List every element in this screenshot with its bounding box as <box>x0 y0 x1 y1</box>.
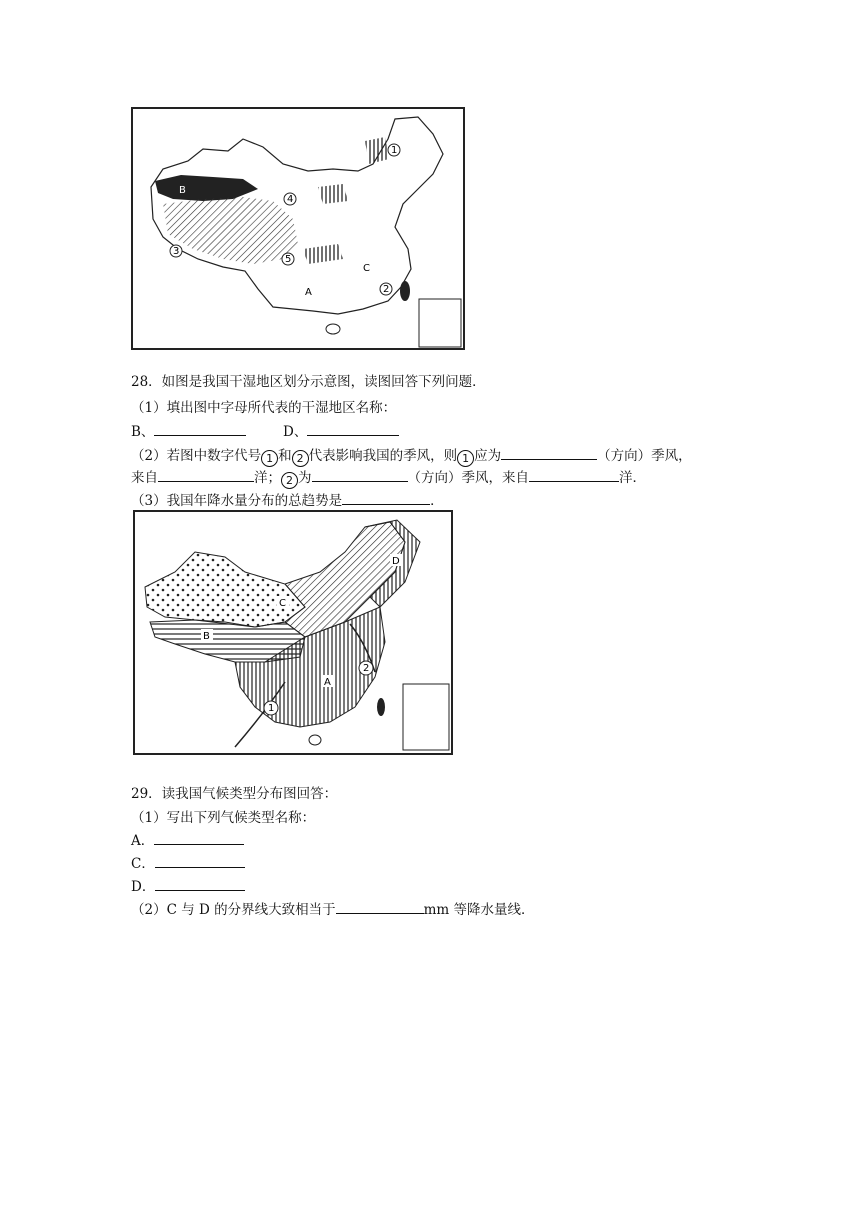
q28-dir1-blank[interactable] <box>501 447 597 460</box>
map2-label-c: C <box>279 598 286 609</box>
q29-a <box>131 832 244 850</box>
q28-d-label: D、 <box>283 424 308 440</box>
q28-part2-line2 <box>131 469 646 489</box>
circled-two: 2 <box>292 450 309 467</box>
q28-part2-line1 <box>131 447 692 467</box>
q29-d <box>131 878 245 896</box>
band-northeast <box>365 137 389 164</box>
q28-p3-end: ． <box>430 493 444 509</box>
plateau-hatch <box>163 197 298 264</box>
climate-map-svg <box>135 512 451 753</box>
q29-p2-a: （2）C 与 D 的分界线大致相当于 <box>131 902 336 918</box>
q28-p3-text: （3）我国年降水量分布的总趋势是 <box>131 493 343 509</box>
q28-part3 <box>131 492 444 510</box>
map1-label-2: 2 <box>383 284 390 295</box>
q28-b-blank[interactable] <box>154 423 246 436</box>
q29-part1: （1）写出下列气候类型名称： <box>131 810 316 826</box>
dry-wet-map-svg <box>133 109 463 348</box>
taiwan <box>400 281 410 301</box>
q28-p2-a: （2）若图中数字代号 <box>131 448 262 464</box>
circled-two-b: 2 <box>281 472 298 489</box>
q29-p2-b: mm 等降水量线． <box>423 902 535 918</box>
q28-d-blank[interactable] <box>307 423 399 436</box>
q29-a-label: A． <box>131 833 155 849</box>
q28-trend-blank[interactable] <box>342 492 430 505</box>
map2-label-a: A <box>324 677 331 688</box>
map1-label-5: 5 <box>285 254 292 265</box>
q29-c-blank[interactable] <box>155 855 245 868</box>
hainan-2 <box>309 735 321 745</box>
q29-stem: 29．读我国气候类型分布图回答： <box>131 786 338 802</box>
map1-label-c: C <box>363 263 370 274</box>
q29-a-blank[interactable] <box>154 832 244 845</box>
q28-p2-d: 应为 <box>474 448 502 464</box>
map1-label-4: 4 <box>287 194 294 205</box>
south-sea-inset-2 <box>403 684 449 750</box>
map1-label-a: A <box>305 287 312 298</box>
q28-p2-j: 洋． <box>619 470 646 486</box>
map2-label-b: B <box>203 631 210 642</box>
zone-c-dots <box>145 552 305 627</box>
q29-d-blank[interactable] <box>155 878 245 891</box>
map1-label-1: 1 <box>391 145 398 156</box>
map2-label-2: 2 <box>363 663 370 674</box>
map1-label-b: B <box>179 185 186 196</box>
hainan <box>326 324 340 334</box>
q29-c <box>131 855 245 873</box>
map2-label-1: 1 <box>268 703 275 714</box>
q28-p2-c: 代表影响我国的季风，则 <box>308 448 458 464</box>
q28-p2-b: 和 <box>278 448 292 464</box>
q29-c-label: C． <box>131 856 155 872</box>
map1-label-3: 3 <box>173 246 180 257</box>
dry-wet-regions-map <box>131 107 465 350</box>
q28-p2-g: 洋； <box>254 470 281 486</box>
south-sea-inset <box>419 299 461 347</box>
band-north <box>318 184 348 204</box>
q28-p2-e: （方向）季风， <box>597 448 692 464</box>
taiwan-2 <box>377 698 385 716</box>
q28-b-label: B、 <box>131 424 155 440</box>
q29-rain-blank[interactable] <box>336 901 424 914</box>
circled-one-b: 1 <box>457 450 474 467</box>
q28-p2-h: 为 <box>298 470 312 486</box>
q28-p2-i: （方向）季风，来自 <box>407 470 529 486</box>
map2-label-d: D <box>392 556 400 567</box>
q28-ocean2-blank[interactable] <box>529 469 619 482</box>
climate-types-map <box>133 510 453 755</box>
q28-stem: 28．如图是我国干湿地区划分示意图，读图回答下列问题． <box>131 374 486 390</box>
q28-ocean1-blank[interactable] <box>158 469 254 482</box>
q28-part1-blanks <box>131 423 399 441</box>
band-central <box>303 244 343 264</box>
q29-part2 <box>131 901 535 919</box>
q28-p2-f: 来自 <box>131 470 158 486</box>
q29-d-label: D． <box>131 879 156 895</box>
q28-part1: （1）填出图中字母所代表的干湿地区名称： <box>131 400 397 416</box>
circled-one: 1 <box>261 450 278 467</box>
q28-dir2-blank[interactable] <box>312 469 408 482</box>
